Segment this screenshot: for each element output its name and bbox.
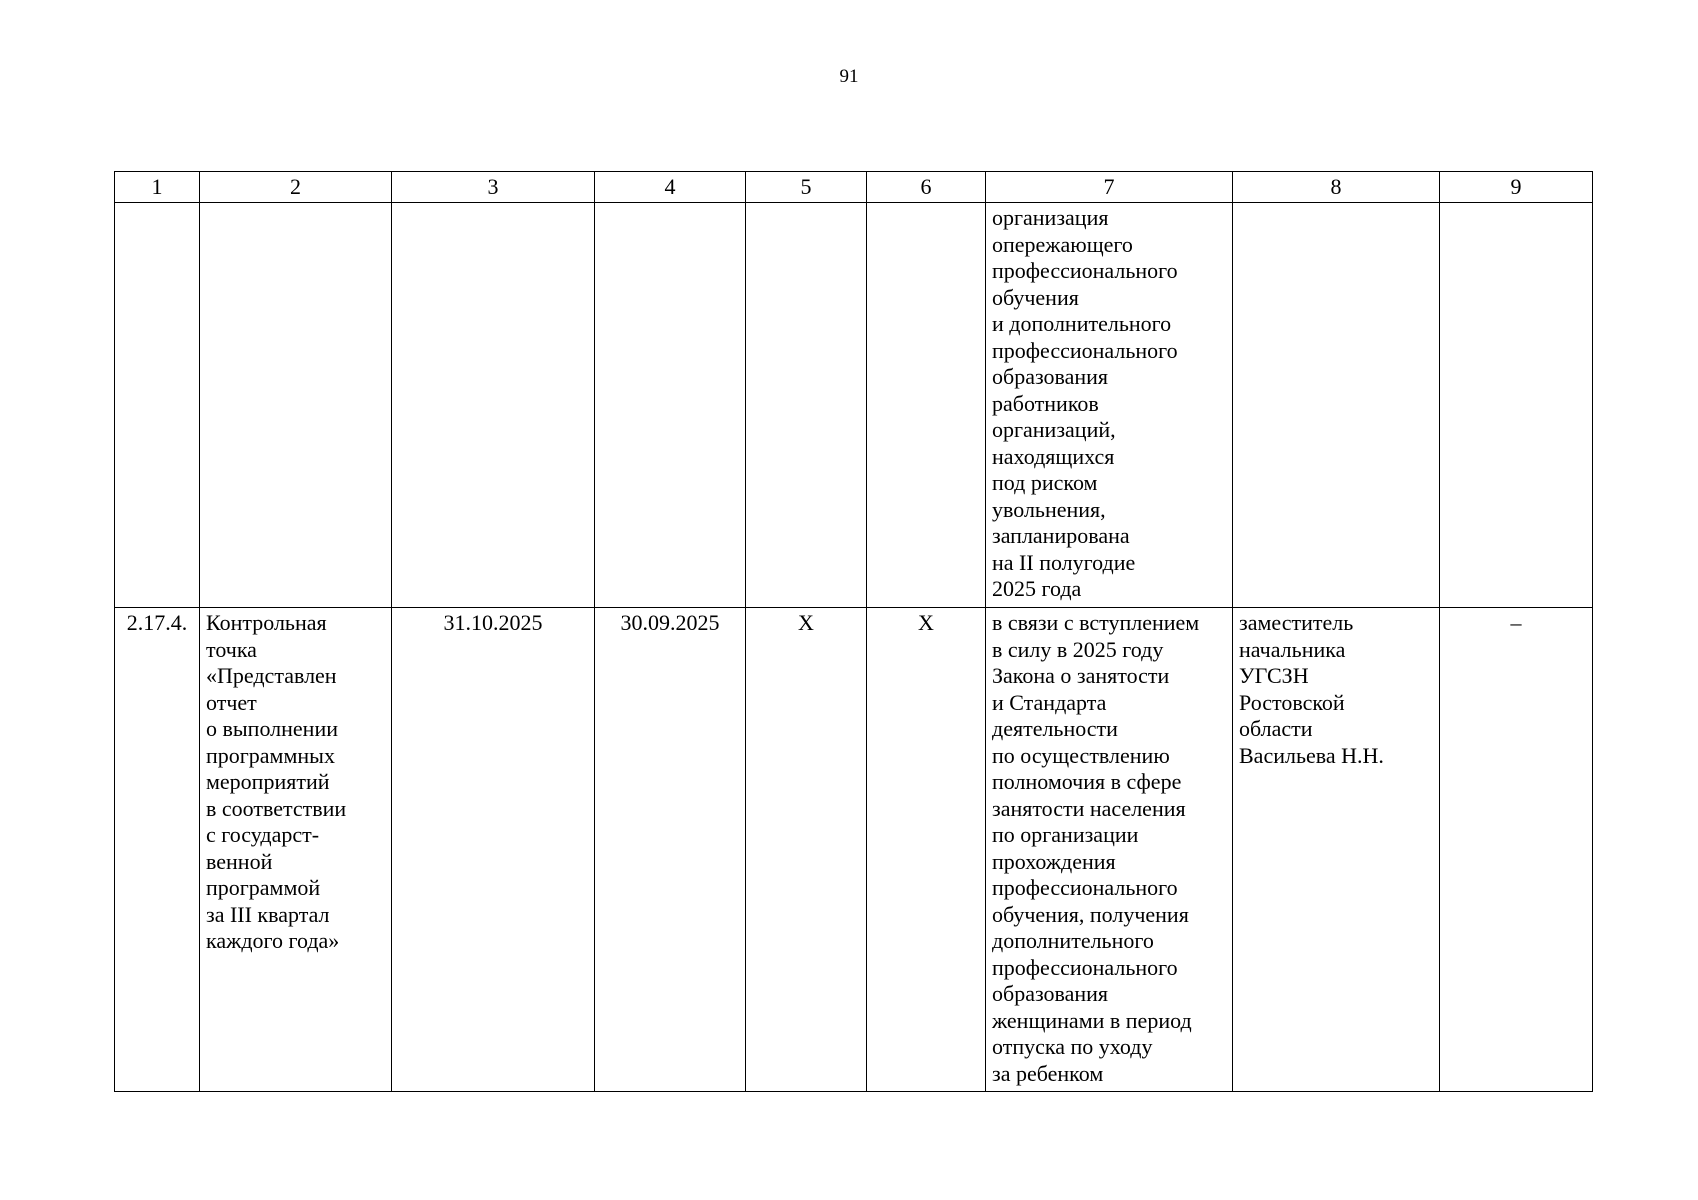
text-line: за III квартал <box>206 901 330 927</box>
column-number-8: 8 <box>1233 172 1440 203</box>
text-line: профессионального <box>992 954 1178 980</box>
responsible-cell <box>1233 608 1440 1092</box>
text-line: начальника <box>1239 636 1346 662</box>
column-5-cell <box>746 203 867 608</box>
text-line: опережающего <box>992 231 1133 257</box>
text-line: обучения <box>992 284 1079 310</box>
text-line: занятости населения <box>992 795 1186 821</box>
text-line: Ростовской <box>1239 689 1345 715</box>
text-line: полномочия в сфере <box>992 769 1182 794</box>
text-line: Васильева Н.Н. <box>1239 742 1384 768</box>
text-line: Закона о занятости <box>992 663 1170 688</box>
column-number-2: 2 <box>200 172 392 203</box>
text-line: в соответствии <box>206 795 347 821</box>
row-number-cell <box>115 203 200 608</box>
text-line: профессионального <box>992 337 1178 363</box>
text-line: профессионального <box>992 875 1178 900</box>
table-row <box>115 203 1593 608</box>
text-line: деятельности <box>992 716 1118 741</box>
text-line: прохождения <box>992 848 1116 874</box>
document-table <box>114 171 1593 1092</box>
column-number-3: 3 <box>392 172 595 203</box>
text-line: в связи с вступлением <box>992 610 1200 635</box>
text-line: работников <box>992 390 1099 416</box>
actual-date-cell: 30.09.2025 <box>595 608 746 1092</box>
event-name-cell <box>200 608 392 1092</box>
text-line: в силу в 2025 году <box>992 636 1164 662</box>
text-line: отчет <box>206 689 257 715</box>
text-line: по осуществлению <box>992 742 1170 768</box>
text-line: увольнения, <box>992 496 1106 522</box>
column-number-9: 9 <box>1440 172 1593 203</box>
text-line: области <box>1239 716 1313 741</box>
text-line: и дополнительного <box>992 311 1172 336</box>
text-line: «Представлен <box>206 663 337 688</box>
column-9-cell <box>1440 203 1593 608</box>
text-line: программой <box>206 875 321 900</box>
text-line: за ребенком <box>992 1060 1104 1086</box>
text-line: каждого года» <box>206 928 340 953</box>
text-line: находящихся <box>992 443 1115 469</box>
text-line: образования <box>992 981 1109 1006</box>
text-line: профессионального <box>992 258 1178 283</box>
text-line: по организации <box>992 822 1139 847</box>
actual-date-cell <box>595 203 746 608</box>
column-number-1: 1 <box>115 172 200 203</box>
text-line: программных <box>206 742 335 768</box>
text-line: дополнительного <box>992 928 1154 953</box>
column-number-7: 7 <box>986 172 1233 203</box>
column-9-cell: – <box>1440 608 1593 1092</box>
column-number-6: 6 <box>867 172 986 203</box>
table-row <box>115 608 1593 1092</box>
text-line: организация <box>992 205 1109 230</box>
column-6-cell: X <box>867 608 986 1092</box>
event-name-cell <box>200 203 392 608</box>
column-5-cell: X <box>746 608 867 1092</box>
text-line: отпуска по уходу <box>992 1034 1153 1059</box>
text-line: с государст- <box>206 822 320 847</box>
text-line: Контрольная <box>206 610 327 635</box>
text-line: на II полугодие <box>992 549 1136 575</box>
column-number-row <box>115 172 1593 203</box>
text-line: организаций, <box>992 417 1116 442</box>
column-6-cell <box>867 203 986 608</box>
text-line: образования <box>992 364 1109 389</box>
planned-date-cell <box>392 203 595 608</box>
text-line: мероприятий <box>206 769 330 794</box>
text-line: запланирована <box>992 523 1130 548</box>
text-line: женщинами в период <box>992 1007 1192 1033</box>
text-line: 2025 года <box>992 576 1082 601</box>
planned-date-cell: 31.10.2025 <box>392 608 595 1092</box>
text-line: заместитель <box>1239 610 1354 635</box>
responsible-cell <box>1233 203 1440 608</box>
reason-cell <box>986 608 1233 1092</box>
text-line: венной <box>206 848 273 874</box>
text-line: УГСЗН <box>1239 663 1309 688</box>
text-line: о выполнении <box>206 716 338 741</box>
column-number-5: 5 <box>746 172 867 203</box>
page-number: 91 <box>839 66 859 87</box>
text-line: точка <box>206 636 257 662</box>
text-line: и Стандарта <box>992 689 1107 715</box>
column-number-4: 4 <box>595 172 746 203</box>
text-line: обучения, получения <box>992 901 1189 927</box>
text-line: под риском <box>992 470 1098 495</box>
reason-cell <box>986 203 1233 608</box>
row-number-cell: 2.17.4. <box>115 608 200 1092</box>
